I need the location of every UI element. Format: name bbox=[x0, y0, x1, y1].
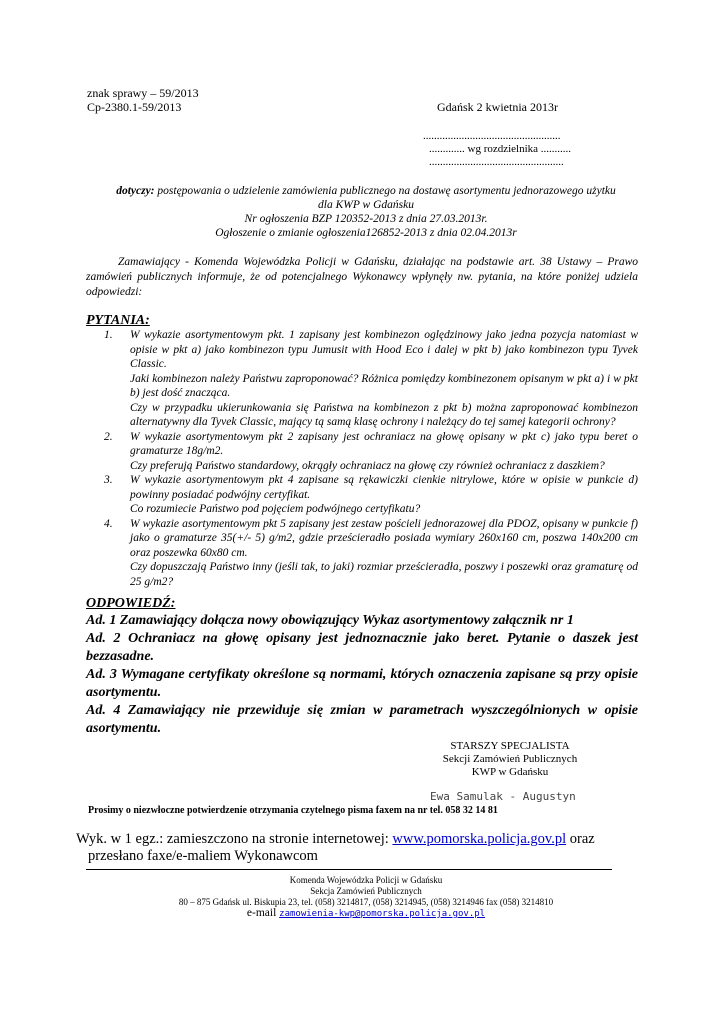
question-extra: Jaki kombinezon należy Państwu zaproponować? Różnica pomiędzy kombinezonem opisanym w pkt a) i w pkt b) jest dość znacząca. bbox=[130, 372, 638, 399]
question-item-1 bbox=[104, 328, 638, 430]
recipient-dots-bottom: ................................................. bbox=[429, 156, 564, 168]
question-number: 1. bbox=[104, 329, 113, 341]
footer-address: 80 – 875 Gdańsk ul. Biskupia 23, tel. (058) 3214817, (058) 3214945, (058) 3214946 fax (058) 3214810 bbox=[178, 897, 554, 907]
case-number: znak sprawy – 59/2013 bbox=[87, 86, 199, 100]
question-extra: Co rozumiecie Państwo pod pojęciem podwójnego certyfikatu? bbox=[130, 503, 421, 515]
recipient-dots-top: .................................................. bbox=[423, 130, 561, 142]
subject-line-3: Nr ogłoszenia BZP 120352-2013 z dnia 27.03.2013r. bbox=[244, 213, 488, 225]
distribution-line-2: przesłano faxe/e-maliem Wykonawcom bbox=[88, 848, 318, 864]
recipient-block bbox=[423, 130, 571, 169]
signature-name: Ewa Samulak - Augustyn bbox=[430, 790, 576, 803]
question-extra: Czy w przypadku ukierunkowania się Państwa na kombinezon z pkt b) można zaproponować kombinezon alternatywny dla Tyvek Classic, mający tą samą klasę ochrony i należący do tej samej kategorii ochrony? bbox=[130, 401, 638, 428]
question-text: W wykazie asortymentowym pkt. 1 zapisany jest kombinezon oględzinowy jako jedna pozycja natomiast w opisie w pkt a) jako kombinezon typu Jumusit with Hood Eco i dalej w pkt b) jako kombinezon typu Tyvek Classic. bbox=[130, 329, 638, 370]
answers-list bbox=[86, 612, 638, 738]
subject-block bbox=[86, 184, 646, 240]
question-item-3 bbox=[104, 473, 638, 517]
footer-unit: Sekcja Zamówień Publicznych bbox=[310, 886, 422, 896]
website-link[interactable]: www.pomorska.policja.gov.pl bbox=[392, 831, 567, 847]
question-text: W wykazie asortymentowym pkt 4 zapisane są rękawiczki cienkie nitrylowe, które w opisie w punkcie d) powinny posiadać podwójny certyfikat. bbox=[130, 474, 638, 501]
question-text: W wykazie asortymentowym pkt 5 zapisany jest zestaw pościeli jednorazowej dla PDOZ, opisany w punkcie f) jako o gramaturze 35(+/- 5) g/m2, gdzie prześcieradło posiada wymiary 260x160 cm, poszwa 140x200 cm oraz poszewka 60x80 cm. bbox=[130, 517, 638, 559]
footer-divider bbox=[86, 869, 612, 870]
distribution-suffix: oraz bbox=[566, 831, 595, 847]
question-item-2 bbox=[104, 430, 638, 474]
case-code: Cp-2380.1-59/2013 bbox=[87, 100, 182, 114]
subject-line-1: postępowania o udzielenie zamówienia publicznego na dostawę asortymentu jednorazowego użytku bbox=[154, 185, 616, 197]
distribution-note bbox=[76, 831, 595, 865]
subject-line-4: Ogłoszenie o zmianie ogłoszenia126852-2013 z dnia 02.04.2013r bbox=[215, 227, 517, 239]
question-extra: Czy dopuszczają Państwo inny (jeśli tak, to jaki) rozmiar prześcieradła, poszwy i poszewki oraz gramaturę od 25 g/m2? bbox=[130, 561, 638, 588]
signature-title: STARSZY SPECJALISTA bbox=[450, 740, 570, 752]
case-reference bbox=[87, 86, 199, 114]
answer-item: Ad. 3 Wymagane certyfikaty określone są normami, których oznaczenia zapisane są przy opisie asortymentu. bbox=[86, 667, 638, 700]
question-extra: Czy preferują Państwo standardowy, okrągły ochraniacz na głowę czy również ochraniacz z daszkiem? bbox=[130, 459, 605, 472]
recipient-distribution: ............. wg rozdzielnika ........... bbox=[429, 143, 572, 155]
answer-item: Ad. 1 Zamawiający dołącza nowy obowiązujący Wykaz asortymentowy załącznik nr 1 bbox=[86, 613, 574, 628]
signature-org: KWP w Gdańsku bbox=[471, 766, 549, 778]
question-number: 3. bbox=[104, 474, 113, 486]
question-number: 2. bbox=[104, 430, 113, 443]
footer bbox=[86, 875, 646, 920]
signature-block bbox=[430, 740, 590, 779]
question-number: 4. bbox=[104, 517, 113, 530]
footer-email-link[interactable]: zamowienia-kwp@pomorska.policja.gov.pl bbox=[279, 909, 486, 919]
questions-list bbox=[104, 328, 638, 589]
answer-item: Ad. 2 Ochraniacz na głowę opisany jest jednoznacznie jako beret. Pytanie o daszek jest bezzasadne. bbox=[86, 631, 638, 664]
question-item-4 bbox=[104, 517, 638, 590]
subject-label: dotyczy: bbox=[116, 185, 155, 197]
footer-org: Komenda Wojewódzka Policji w Gdańsku bbox=[289, 875, 443, 885]
document-date: Gdańsk 2 kwietnia 2013r bbox=[437, 100, 558, 114]
signature-unit: Sekcji Zamówień Publicznych bbox=[442, 753, 578, 765]
subject-line-2: dla KWP w Gdańsku bbox=[318, 199, 414, 211]
footer-email-label: e-mail bbox=[246, 907, 280, 919]
distribution-prefix: Wyk. w 1 egz.: zamieszczono na stronie internetowej: bbox=[76, 831, 393, 847]
answers-heading: ODPOWIEDŹ: bbox=[86, 596, 176, 611]
answer-item: Ad. 4 Zamawiający nie przewiduje się zmian w parametrach wyszczególnionych w opisie asortymentu. bbox=[86, 703, 638, 736]
intro-paragraph: Zamawiający - Komenda Wojewódzka Policji w Gdańsku, działając na podstawie art. 38 Ustawy – Prawo zamówień publicznych informuje, że od potencjalnego Wykonawcy wpłynęły nw. pytania, na które poniżej udziela odpowiedzi: bbox=[86, 256, 638, 298]
fax-request-note: Prosimy o niezwłoczne potwierdzenie otrzymania czytelnego pisma faxem na nr tel. 058 32 14 81 bbox=[88, 805, 498, 816]
questions-heading: PYTANIA: bbox=[86, 313, 150, 328]
question-text: W wykazie asortymentowym pkt 2 zapisany jest ochraniacz na głowę opisany w pkt c) jako typu beret o gramaturze 18g/m2. bbox=[130, 430, 638, 457]
